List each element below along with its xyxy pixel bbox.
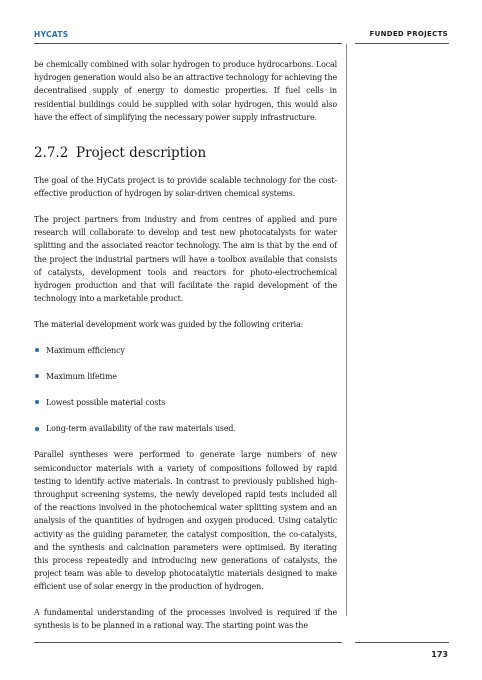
criteria-list [34,344,337,436]
column-divider [346,44,347,616]
list-item [34,422,337,435]
section-title: Project description [76,145,207,162]
intro-paragraph: be chemically combined with solar hydrogen to produce hydrocarbons. Local hydrogen generation would also be an attractive technology for achieving the decentralised supply of energy to domestic properties. If fuel cells in residential buildings could be supplied with solar hydrogen, this would also have the effect of simplifying the necessary power supply infrastructure. [34,60,337,122]
header-rule-left [34,43,342,44]
running-header-section: FUNDED PROJECTS [369,30,448,38]
paragraph-goal: The goal of the HyCats project is to provide scalable technology for the cost-effective production of hydrogen by solar-driven chemical systems. [34,176,337,199]
section-number: 2.7.2 [34,145,69,162]
list-item [34,396,337,409]
page-number: 173 [431,650,448,659]
main-column [34,58,337,645]
header-rule-right [355,43,449,44]
paragraph-understanding: A fundamental understanding of the processes involved is required if the synthesis is to be planned in a rational way. The starting point was the [34,608,337,631]
bullet-icon [35,427,39,431]
list-item [34,370,337,383]
bullet-icon [35,374,39,378]
section-heading [34,144,337,162]
bullet-icon [35,400,39,404]
list-item [34,344,337,357]
list-item-text: Maximum efficiency [46,345,125,355]
list-item-text: Long-term availability of the raw materials used. [46,424,236,434]
paragraph-criteria-intro: The material development work was guided by the following criteria: [34,319,304,329]
list-item-text: Maximum lifetime [46,371,117,381]
bullet-icon [35,348,39,352]
paragraph-partners: The project partners from industry and from centres of applied and pure research will collaborate to develop and test new photocatalysts for water splitting and the associated reactor technology. The aim is that by the end of the project the industrial partners will have a toolbox available that consists of catalysts, development tools and reactors for photo-electrochemical hydrogen production and that will facilitate the rapid development of the technology into a marketable product. [34,214,337,304]
running-header-title: HYCATS [34,30,69,39]
paragraph-syntheses: Parallel syntheses were performed to generate large numbers of new semiconductor materials with a variety of compositions followed by rapid testing to identify active materials. In contrast to previously published high-throughput screening systems, the newly developed rapid tests included all of the reactions involved in the photochemical water splitting system and an analysis of the quantities of hydrogen and oxygen produced. Using catalytic activity as the guiding parameter, the catalyst composition, the co-catalysts, and the synthesis and calcination parameters were optimised. By iterating this process repeatedly and introducing new generations of catalysts, the project team was able to develop photocatalytic materials designed to make efficient use of solar energy in the production of hydrogen. [34,450,337,592]
list-item-text: Lowest possible material costs [46,397,166,407]
footer-rule-right [355,642,449,643]
footer-rule-left [34,642,342,643]
